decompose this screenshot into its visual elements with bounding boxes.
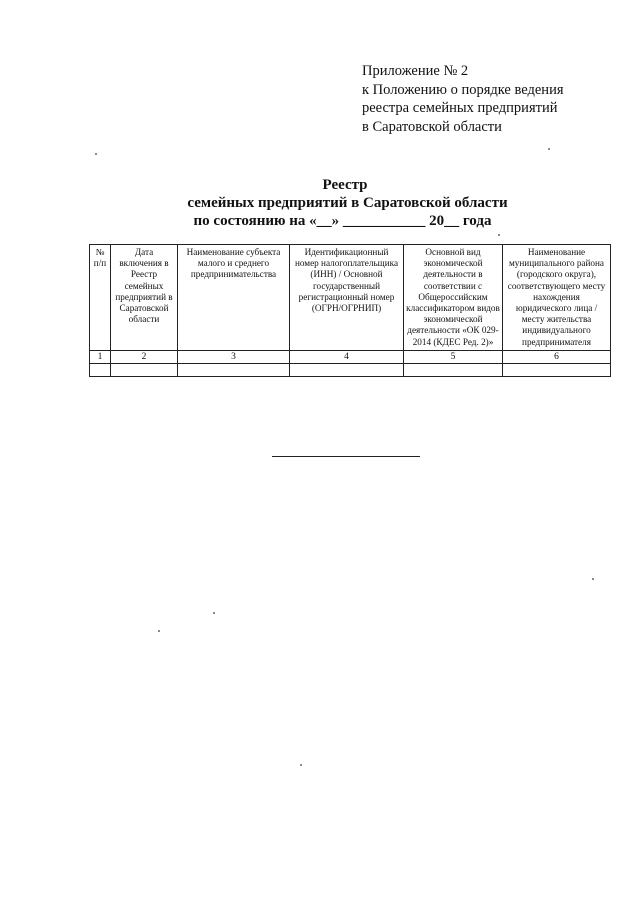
empty-cell <box>90 363 111 376</box>
scan-speck <box>95 153 97 155</box>
table-number-row <box>90 350 611 363</box>
header-cell-name: Наименование субъекта малого и среднего предпринимательства <box>178 245 290 351</box>
empty-cell <box>111 363 178 376</box>
number-cell: 1 <box>90 350 111 363</box>
scan-speck <box>592 578 594 580</box>
table-empty-row <box>90 363 611 376</box>
scan-speck <box>498 234 500 236</box>
title-line-2: семейных предприятий в Саратовской области <box>187 195 508 211</box>
empty-cell <box>503 363 611 376</box>
title-line-1: Реестр <box>322 177 368 193</box>
scan-speck <box>213 612 215 614</box>
empty-cell <box>290 363 404 376</box>
number-cell: 3 <box>178 350 290 363</box>
document-title <box>0 176 640 230</box>
empty-cell <box>178 363 290 376</box>
number-cell: 6 <box>503 350 611 363</box>
header-cell-date: Дата включения в Реестр семейных предприятий в Саратовской области <box>111 245 178 351</box>
header-cell-district: Наименование муниципального района (городского округа), соответствующего месту нахождения юридического лица / месту жительства индивидуального предпринимателя <box>503 245 611 351</box>
header-cell-number: № п/п <box>90 245 111 351</box>
empty-cell <box>404 363 503 376</box>
scan-speck <box>548 148 550 150</box>
table-header-row <box>90 245 611 351</box>
number-cell: 2 <box>111 350 178 363</box>
registry-table <box>89 244 611 377</box>
appendix-number: Приложение № 2 <box>362 63 469 79</box>
appendix-line-2: к Положению о порядке ведения <box>362 81 564 98</box>
scan-speck <box>300 764 302 766</box>
appendix-line-4: в Саратовской области <box>362 118 502 135</box>
scan-speck <box>158 630 160 632</box>
header-cell-activity: Основной вид экономической деятельности в соответствии с Общероссийским классификатором видов экономической деятельности «ОК 029-2014 (КДЕС Ред. 2)» <box>404 245 503 351</box>
number-cell: 5 <box>404 350 503 363</box>
appendix-header <box>362 62 622 136</box>
number-cell: 4 <box>290 350 404 363</box>
appendix-line-3: реестра семейных предприятий <box>362 100 558 116</box>
header-cell-inn: Идентификационный номер налогоплательщика (ИНН) / Основной государственный регистрационный номер (ОГРН/ОГРНИП) <box>290 245 404 351</box>
title-line-3: по состоянию на «__» ___________ 20__ года <box>193 213 492 229</box>
separator-line <box>272 456 420 457</box>
